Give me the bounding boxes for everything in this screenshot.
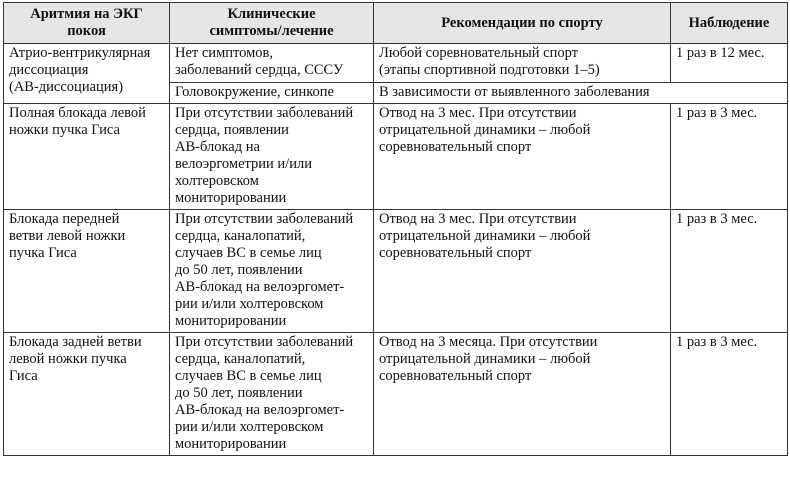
cell-observation: 1 раз в 12 мес. xyxy=(671,44,788,83)
header-symptoms: Клинические симптомы/лечение xyxy=(170,3,374,44)
cell-arrhythmia: Блокада передней ветви левой ножки пучка Гиса xyxy=(4,210,170,333)
cell-symptoms: При отсутствии заболеваний сердца, появлении АВ-блокад на велоэргометрии и/или холтеровском мониторировании xyxy=(170,104,374,210)
cell-observation: 1 раз в 3 мес. xyxy=(671,210,788,333)
cell-recommendation: Отвод на 3 мес. При отсутствии отрицательной динамики – любой соревновательный спорт xyxy=(374,104,671,210)
cell-recommendation: Любой соревновательный спорт (этапы спортивной подготовки 1–5) xyxy=(374,44,671,83)
cell-arrhythmia: Атрио-вентрикулярная диссоциация (АВ-диссоциация) xyxy=(4,44,170,104)
table-row xyxy=(4,104,788,210)
table-row xyxy=(4,333,788,456)
cell-observation: 1 раз в 3 мес. xyxy=(671,333,788,456)
arrhythmia-sport-table xyxy=(3,2,788,456)
header-row xyxy=(4,3,788,44)
cell-recommendation: Отвод на 3 месяца. При отсутствии отрицательной динамики – любой соревновательный спорт xyxy=(374,333,671,456)
cell-symptoms: При отсутствии заболеваний сердца, каналопатий, случаев ВС в семье лиц до 50 лет, появлении АВ-блокад на велоэргомет- рии и/или холтеровском мониторировании xyxy=(170,333,374,456)
cell-symptoms: Головокружение, синкопе xyxy=(170,83,374,104)
table-header xyxy=(4,3,788,44)
cell-observation: 1 раз в 3 мес. xyxy=(671,104,788,210)
cell-recommendation: Отвод на 3 мес. При отсутствии отрицательной динамики – любой соревновательный спорт xyxy=(374,210,671,333)
cell-arrhythmia: Блокада задней ветви левой ножки пучка Гиса xyxy=(4,333,170,456)
cell-recommendation: В зависимости от выявленного заболевания xyxy=(374,83,788,104)
table-row xyxy=(4,44,788,83)
cell-arrhythmia: Полная блокада левой ножки пучка Гиса xyxy=(4,104,170,210)
header-recommendation: Рекомендации по спорту xyxy=(374,3,671,44)
table-body xyxy=(4,44,788,456)
cell-symptoms: Нет симптомов, заболеваний сердца, СССУ xyxy=(170,44,374,83)
header-arrhythmia: Аритмия на ЭКГ покоя xyxy=(4,3,170,44)
cell-symptoms: При отсутствии заболеваний сердца, каналопатий, случаев ВС в семье лиц до 50 лет, появлении АВ-блокад на велоэргомет- рии и/или холтеровском мониторировании xyxy=(170,210,374,333)
header-observation: Наблюдение xyxy=(671,3,788,44)
table-row xyxy=(4,210,788,333)
